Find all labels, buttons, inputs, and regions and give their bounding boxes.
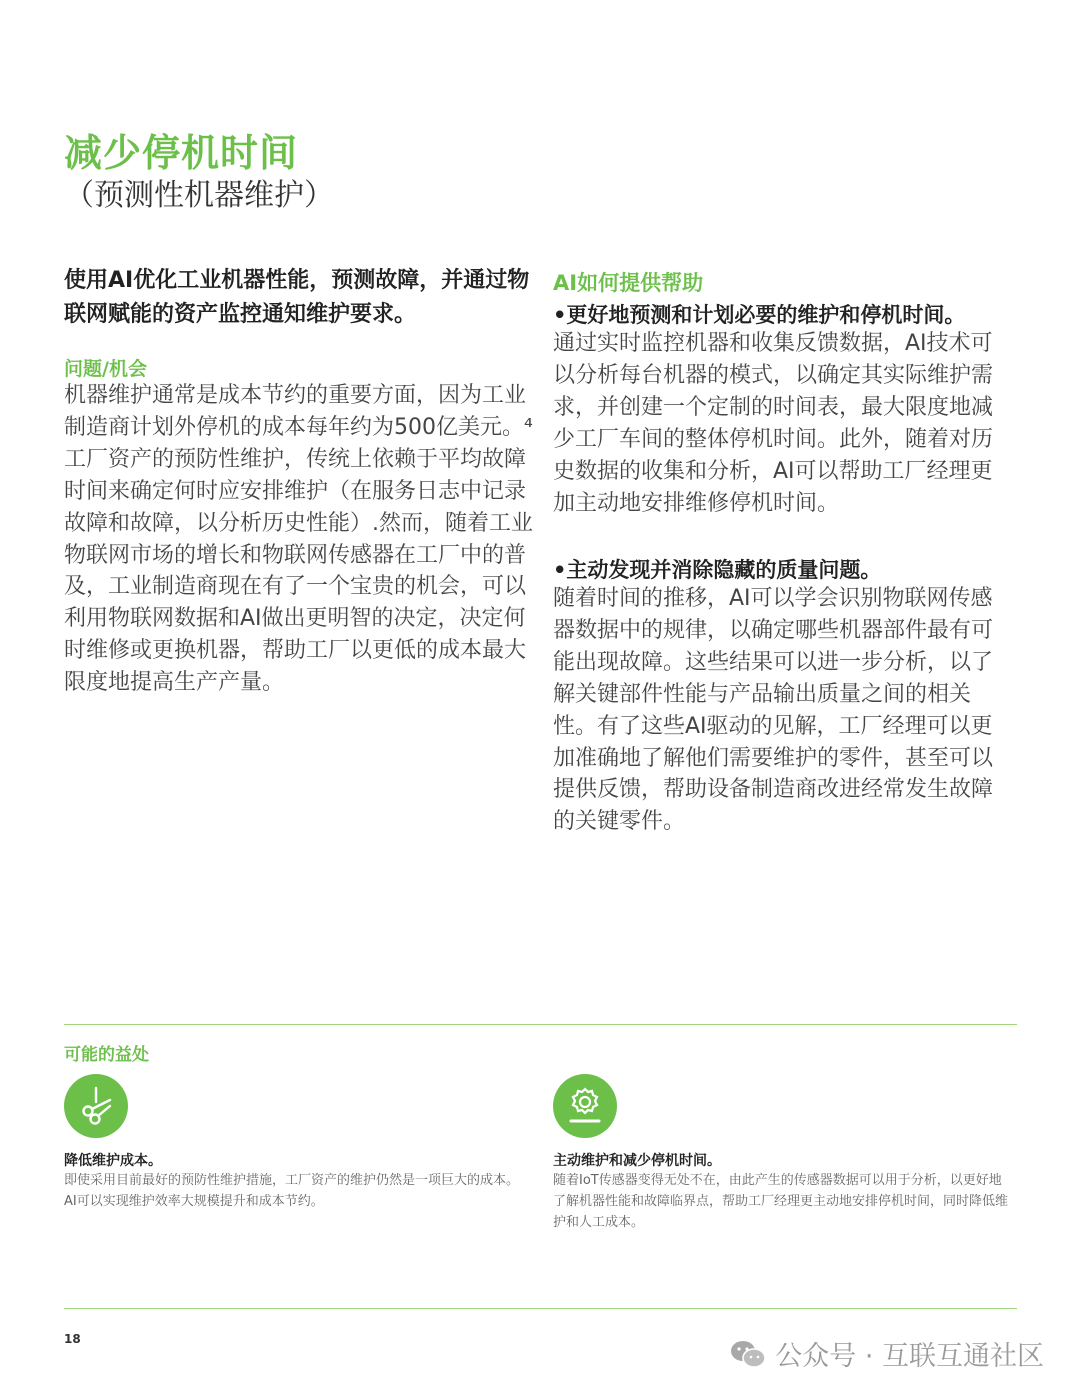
benefits-heading: 可能的益处 (64, 1045, 149, 1065)
problem-paragraph: 机器维护通常是成本节约的重要方面，因为工业制造商计划外停机的成本每年约为500亿美元。⁴工厂资产的预防性维护，传统上依赖于平均故障时间来确定何时应安排维护（在服务日志中记录故障和故障，以分析历史性能）.然而，随着工业物联网市场的增长和物联网传感器在工厂中的普及，工业制造商现在有了一个宝贵的机会，可以利用物联网数据和AI做出更明智的决定，决定何时维修或更换机器，帮助工厂以更低的成本最大限度地提高生产产量。 (64, 383, 533, 696)
benefit-title-1: 降低维护成本。 (64, 1153, 162, 1169)
wechat-icon (729, 1339, 767, 1369)
watermark (729, 1334, 1044, 1373)
bullet-title-2: •主动发现并消除隐藏的质量问题。 (553, 558, 882, 582)
watermark-text: 公众号 · 互联互通社区 (775, 1341, 1044, 1372)
divider-top (64, 1024, 1017, 1025)
page-number: 18 (64, 1332, 81, 1346)
bullet-text-2: 随着时间的推移，AI可以学会识别物联网传感器数据中的规律，以确定哪些机器部件最有可能出现故障。这些结果可以进一步分析，以了解关键部件性能与产品输出质量之间的相关性。有了这些AI驱动的见解，工厂经理可以更加准确地了解他们需要维护的零件，甚至可以提供反馈，帮助设备制造商改进经常发生故障的关键零件。 (553, 586, 994, 835)
benefit-text-1: 即使采用目前最好的预防性维护措施，工厂资产的维护仍然是一项巨大的成本。AI可以实现维护效率大规模提升和成本节约。 (64, 1173, 520, 1209)
ai-help-heading: AI如何提供帮助 (553, 271, 704, 295)
benefit-title-2: 主动维护和减少停机时间。 (553, 1153, 721, 1169)
bullet-text-1: 通过实时监控机器和收集反馈数据，AI技术可以分析每台机器的模式，以确定其实际维护需求，并创建一个定制的时间表，最大限度地减少工厂车间的整体停机时间。此外，随着对历史数据的收集和分析，AI可以帮助工厂经理更加主动地安排维修停机时间。 (553, 331, 994, 516)
page-subtitle: （预测性机器维护） (64, 178, 334, 213)
scissors-icon (64, 1074, 128, 1138)
gear-icon (553, 1074, 617, 1138)
page-title: 减少停机时间 (64, 131, 299, 175)
problem-heading: 问题/机会 (64, 358, 147, 380)
benefit-text-2: 随着IoT传感器变得无处不在，由此产生的传感器数据可以用于分析，以更好地了解机器性能和故障临界点，帮助工厂经理更主动地安排停机时间，同时降低维护和人工成本。 (553, 1173, 1009, 1230)
divider-bottom (64, 1308, 1017, 1309)
bullet-title-1: •更好地预测和计划必要的维护和停机时间。 (553, 303, 966, 327)
lead-statement: 使用AI优化工业机器性能，预测故障，并通过物联网赋能的资产监控通知维护要求。 (64, 268, 530, 327)
